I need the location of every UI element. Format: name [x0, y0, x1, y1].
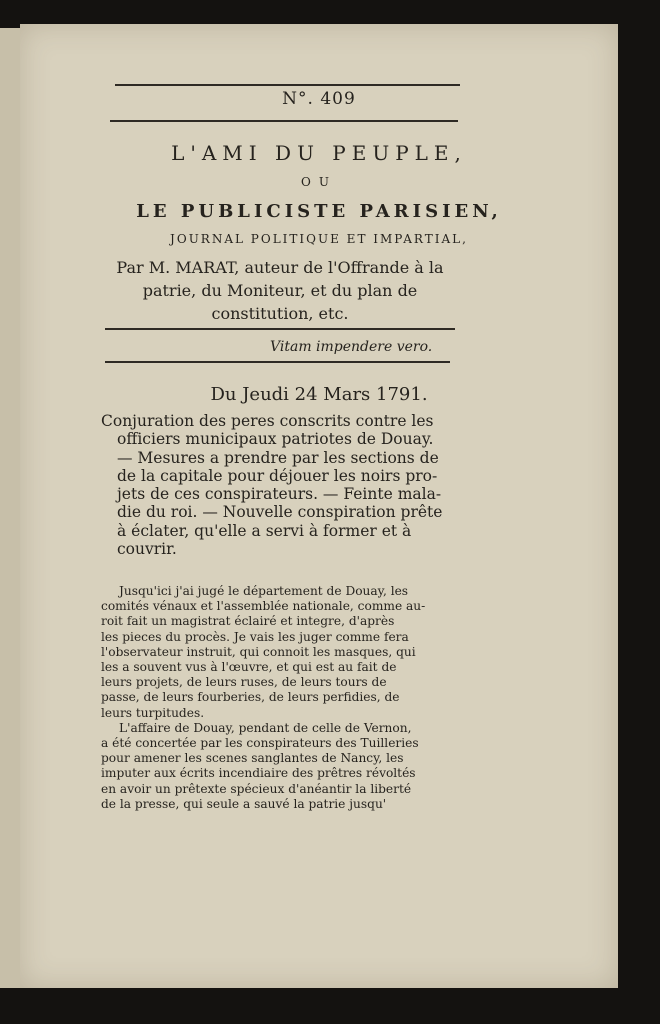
summary-line: die du roi. — Nouvelle conspiration prête: [117, 503, 443, 522]
summary-line: à éclater, qu'elle a servi à former et à: [117, 521, 412, 540]
top-rule: [115, 84, 460, 86]
issue-date: Du Jeudi 24 Mars 1791.: [210, 384, 428, 405]
body-line: comités vénaux et l'assemblée nationale, comme au-: [101, 599, 426, 614]
summary-line: de la capitale pour déjouer les noirs pro-: [117, 466, 438, 485]
body-line: roit fait un magistrat éclairé et integre, d'après: [101, 614, 395, 629]
summary-line: jets de ces conspirateurs. — Feinte mala-: [117, 485, 442, 504]
body-line: L'affaire de Douay, pendant de celle de Vernon,: [119, 720, 412, 735]
masthead-ou: OU: [301, 175, 337, 189]
number-rule: [110, 120, 458, 122]
newspaper-page: [20, 24, 618, 988]
article-body: [101, 584, 453, 812]
body-line: leurs projets, de leurs ruses, de leurs tours de: [101, 675, 387, 690]
masthead-title: L'AMI DU PEUPLE,: [171, 141, 467, 165]
body-line: leurs turpitudes.: [101, 705, 205, 720]
summary-line: — Mesures a prendre par les sections de: [117, 448, 439, 467]
body-line: passe, de leurs fourberies, de leurs perfidies, de: [101, 690, 400, 705]
body-line: pour amener les scenes sanglantes de Nancy, les: [101, 751, 404, 766]
body-line: a été concertée par les conspirateurs des Tuilleries: [101, 736, 419, 751]
summary-line: Conjuration des peres conscrits contre les: [101, 412, 434, 430]
issue-number: N°. 409: [282, 89, 356, 109]
motto-rule: [105, 361, 450, 363]
body-line: les a souvent vus à l'œuvre, et qui est au fait de: [101, 660, 397, 675]
motto: Vitam impendere vero.: [270, 339, 433, 355]
body-line: imputer aux écrits incendiaire des prêtres révoltés: [101, 766, 416, 781]
body-line: Jusqu'ici j'ai jugé le département de Douay, les: [119, 584, 409, 598]
adjacent-page-edge: [0, 28, 22, 988]
body-line: l'observateur instruit, qui connoit les masques, qui: [101, 644, 416, 659]
masthead-subtitle: LE PUBLICISTE PARISIEN,: [136, 201, 502, 222]
summary: [101, 412, 453, 558]
byline-rule: [105, 328, 455, 330]
byline: Par M. MARAT, auteur de l'Offrande à la patrie, du Moniteur, et du plan de constitution, etc.: [116, 258, 444, 323]
summary-line: couvrir.: [117, 540, 177, 559]
body-line: de la presse, qui seule a sauvé la patrie jusqu': [101, 796, 387, 811]
body-line: en avoir un prêtexte spécieux d'anéantir la liberté: [101, 781, 412, 796]
body-line: les pieces du procès. Je vais les juger comme fera: [101, 629, 409, 644]
masthead-tagline: JOURNAL POLITIQUE ET IMPARTIAL,: [170, 232, 468, 246]
summary-line: officiers municipaux patriotes de Douay.: [117, 430, 434, 449]
